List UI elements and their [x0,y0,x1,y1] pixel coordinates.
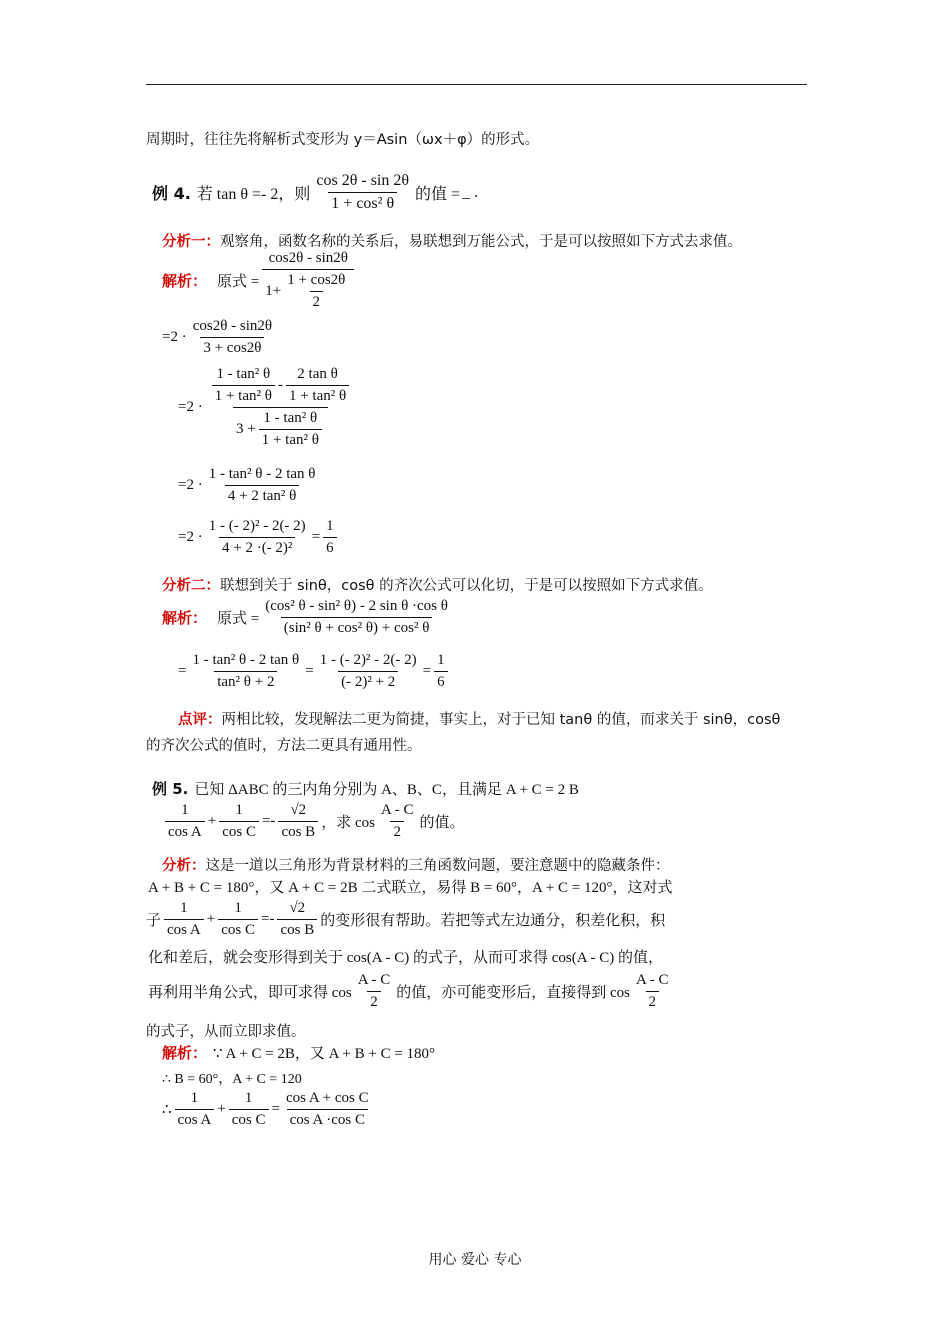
solution2-eq3: = [422,663,432,679]
solution5-f1-num: 1 [190,1090,199,1106]
solution1-step2-b-num: 2 tan θ [297,366,338,382]
solution5-label: 解析： [162,1044,208,1062]
solution2-fraction1 [262,598,451,637]
analysis5-line6 [146,1020,306,1041]
example5-text1: 已知 ΔABC 的三内角分别为 A、B、C，且满足 A + C = 2 B [194,782,579,798]
solution5-line2-text: ∴ B = 60°，A + C = 120 [162,1072,302,1087]
analysis5-label: 分析： [162,858,206,874]
example5-fraction4 [378,802,417,841]
example5-fraction3 [278,802,318,841]
example5-mid: ，求 cos [321,815,375,831]
analysis5-f5-den: 2 [646,991,660,1011]
solution2-fraction3 [317,652,420,691]
solution2-fraction2 [189,652,302,691]
analysis5-text5-pre: 再利用半角公式，即可求得 cos [148,985,352,1001]
example5-fraction2 [219,802,259,841]
analysis5-f2-den: cos C [218,919,258,939]
analysis1-label: 分析一： [162,234,220,250]
example4-prefix: 若 tan θ =- 2，则 [196,186,311,203]
solution1-step0-lhs: 原式 = [217,274,260,290]
solution2-result-den: 6 [434,671,448,691]
solution1-step2-den-fraction [259,410,322,449]
analysis1-line [162,230,742,251]
solution2-num3: 1 - (- 2)² - 2(- 2) [319,652,417,668]
example5-f4-num: A - C [380,802,414,818]
example5-f2-den: cos C [219,821,259,841]
solution2-result [434,652,448,691]
solution2-num1: (cos² θ - sin² θ) - 2 sin θ ·cos θ [265,598,448,614]
solution1-step4-eq: = [311,529,321,545]
solution1-step2-a-den: 1 + tan² θ [212,385,275,405]
solution1-step2-den [233,407,328,449]
example5-f2-num: 1 [235,802,243,818]
intro-text: 周期时，往往先将解析式变形为 y＝Asin（ωx＋φ）的形式。 [146,132,540,148]
analysis2-line [162,574,713,595]
analysis5-f3-den: cos B [277,919,317,939]
solution5-fraction2 [229,1090,269,1129]
analysis5-fraction1 [164,900,204,939]
solution1-step0-num: cos2θ - sin2θ [268,250,348,266]
solution1-step1-fraction [190,318,275,357]
solution2-eq1: = [178,663,187,679]
solution5-fraction1 [175,1090,215,1129]
solution5-f1-den: cos A [175,1109,215,1129]
solution1-step2-b-fraction [286,366,349,405]
solution5-f2-num: 1 [244,1090,253,1106]
solution5-f3-num: cos A + cos C [285,1090,369,1106]
solution1-step0 [162,250,357,311]
solution1-step1-coef: =2 · [162,329,187,345]
analysis5-text4: 化和差后，就会变形得到关于 cos(A - C) 的式子，从而可求得 cos(A - C) 的值， [148,950,663,966]
solution1-step2-coef: =2 · [178,399,203,415]
analysis5-line1 [162,854,670,875]
analysis5-f4-den: 2 [367,991,381,1011]
example4-fraction [313,172,412,213]
example5-line2 [162,802,464,841]
comment-label: 点评： [178,712,222,728]
solution1-step2-den-den: 1 + tan² θ [259,429,322,449]
analysis5-f2-num: 1 [234,900,242,916]
solution2-result-num: 1 [437,652,445,668]
example5-f1-den: cos A [165,821,205,841]
solution1-step0-den [262,269,354,311]
solution2-label: 解析： [162,609,208,627]
header-rule [146,84,807,85]
solution1-step2-b-den: 1 + tan² θ [286,385,349,405]
solution1-step3-fraction [206,466,319,505]
solution2-num2: 1 - tan² θ - 2 tan θ [192,652,300,668]
solution1-step2-num [206,366,355,407]
solution5-line3-pre: ∴ [162,1102,172,1118]
analysis5-text2: A + B + C = 180°，又 A + C = 2B 二式联立，易得 B = 60°，A + C = 120°，这对式 [148,880,673,896]
analysis5-line5 [148,972,675,1011]
solution1-step0-inner-den: 2 [310,291,324,311]
example5-line1 [152,778,579,799]
analysis5-text5-mid: 的值，亦可能变形后，直接得到 cos [396,985,631,1001]
example4-denominator: 1 + cos² θ [328,192,397,213]
analysis1-text: 观察角，函数名称的关系后，易联想到万能公式，于是可以按照如下方式去求值。 [220,234,742,250]
analysis5-f5-num: A - C [636,972,669,988]
example5-end: 的值。 [419,815,465,831]
solution1-step0-den-a: 1+ [265,283,282,299]
solution2-den1: (sin² θ + cos² θ) + cos² θ [281,617,433,637]
solution1-step0-inner-num: 1 + cos2θ [287,272,346,288]
analysis5-line4 [148,946,663,967]
solution5-f3-den: cos A ·cos C [287,1109,368,1129]
example5-label: 例 5. [152,780,189,798]
solution1-step2 [178,366,358,449]
intro-line [146,128,539,149]
solution1-step1-num: cos2θ - sin2θ [192,318,273,334]
solution1-step1 [162,318,278,357]
solution1-step0-fraction [262,250,354,311]
solution5-line2 [162,1068,302,1088]
solution2-den3: (- 2)² + 2 [338,671,398,691]
solution5-fraction3 [283,1090,372,1129]
analysis5-fraction3 [277,900,317,939]
analysis5-eq: =- [260,911,275,927]
comment-text2: 的齐次公式的值时，方法二更具有通用性。 [146,738,422,754]
solution5-line1-text: ∵ A + C = 2B，又 A + B + C = 180° [213,1046,436,1062]
solution2-lhs: 原式 = [217,611,260,627]
analysis5-line2 [148,876,672,897]
analysis5-fraction5 [633,972,672,1011]
solution1-step3-den: 4 + 2 tan² θ [225,485,299,505]
analysis5-plus: + [206,911,216,927]
example4-numerator: cos 2θ - sin 2θ [316,172,410,189]
solution2-den2: tan² θ + 2 [214,671,277,691]
example4-end: _ . [462,183,479,201]
solution1-step2-den-num: 1 - tan² θ [263,410,318,426]
solution1-step1-den: 3 + cos2θ [200,337,264,357]
example5-f3-den: cos B [278,821,318,841]
solution5-line3 [162,1090,375,1129]
analysis2-text: 联想到关于 sinθ，cosθ 的齐次公式可以化切，于是可以按照如下方式求值。 [220,578,713,594]
solution1-step2-a-fraction [212,366,275,405]
comment-line1 [178,708,780,729]
solution1-step4-fraction [206,518,309,557]
solution5-line1 [162,1042,435,1063]
solution1-step4-coef: =2 · [178,529,203,545]
solution1-step3 [178,466,321,505]
analysis5-text6: 的式子，从而立即求值。 [146,1024,306,1040]
solution1-step2-a-num: 1 - tan² θ [216,366,271,382]
example5-plus: + [207,813,217,829]
analysis5-f1-num: 1 [180,900,188,916]
solution2-line1 [162,598,454,637]
solution1-label: 解析： [162,272,208,290]
analysis5-f4-num: A - C [357,972,391,988]
analysis5-f3-num: √2 [289,900,306,916]
solution1-step4 [178,518,340,557]
solution1-step3-coef: =2 · [178,477,203,493]
analysis5-text3-pre: 子 [146,911,162,929]
solution2-line2 [178,652,451,691]
comment-text1: 两相比较，发现解法二更为简捷，事实上，对于已知 tanθ 的值，而求关于 sinθ，cosθ [221,712,781,728]
analysis5-text3-post: 的变形很有帮助。若把等式左边通分，积差化积，积 [320,911,666,929]
analysis2-label: 分析二： [162,578,220,594]
solution1-step4-result-num: 1 [326,518,334,534]
solution1-step4-result [323,518,337,557]
solution5-plus: + [217,1101,226,1117]
analysis5-text1: 这是一道以三角形为背景材料的三角函数问题，要注意题中的隐藏条件： [205,858,670,874]
solution1-step4-result-den: 6 [323,537,337,557]
solution1-step0-inner-fraction [284,272,348,311]
solution5-f2-den: cos C [229,1109,269,1129]
example5-f4-den: 2 [390,821,404,841]
solution1-step2-den-a: 3 + [235,421,256,437]
solution2-eq2: = [305,663,314,679]
comment-line2 [146,734,422,755]
analysis5-fraction4 [355,972,394,1011]
analysis5-line3 [146,900,665,939]
solution1-step2-fraction [206,366,355,449]
analysis5-f1-den: cos A [164,919,204,939]
example4-label: 例 4. [152,184,191,203]
solution1-step4-den: 4 + 2 ·(- 2)² [219,537,295,557]
example5-fraction1 [165,802,205,841]
solution1-step2-minus: - [277,377,283,393]
example5-eq: =- [261,813,276,829]
solution5-eq: = [271,1101,280,1117]
page-footer: 用心 爱心 专心 [428,1252,522,1268]
solution1-step4-num: 1 - (- 2)² - 2(- 2) [208,518,306,534]
solution1-step3-num: 1 - tan² θ - 2 tan θ [208,466,316,482]
example5-f3-num: √2 [290,802,307,818]
example4-problem [152,172,478,213]
analysis5-fraction2 [218,900,258,939]
example4-suffix: 的值 = [415,186,461,203]
example5-f1-num: 1 [181,802,189,818]
